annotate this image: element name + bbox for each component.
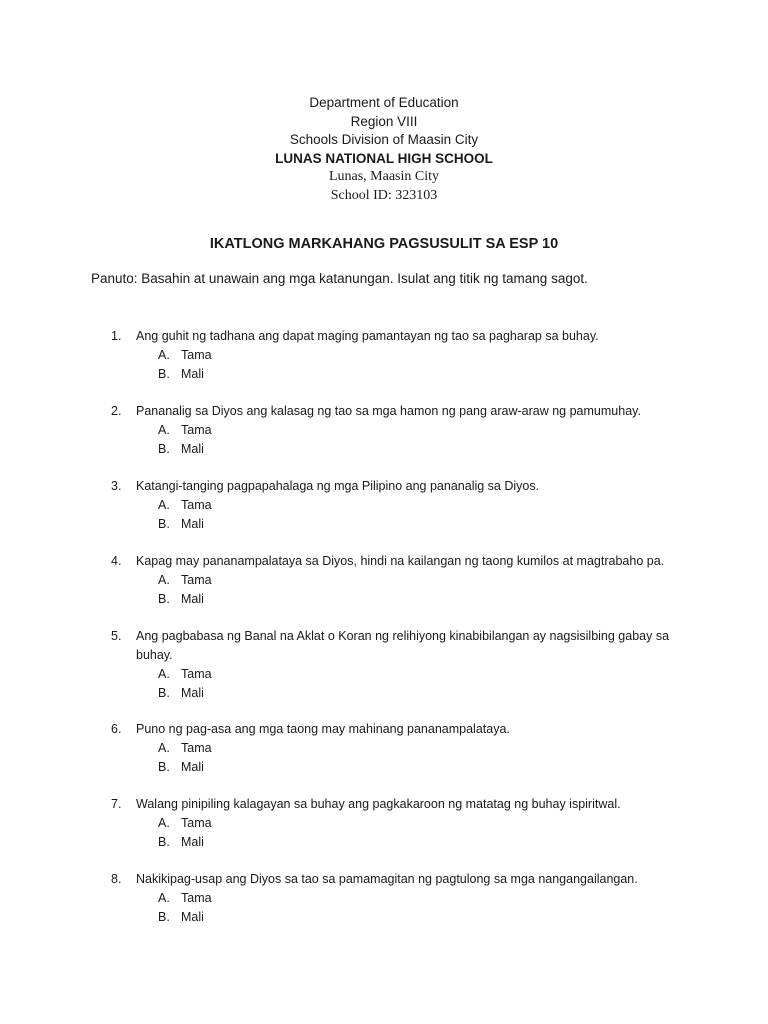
choice-text: Tama [181, 667, 212, 681]
question-number: 3. [111, 479, 122, 493]
school-header [0, 94, 768, 205]
choice-text: Tama [181, 741, 212, 755]
choice-letter: B. [158, 835, 170, 849]
question-number: 7. [111, 797, 122, 811]
school-name: LUNAS NATIONAL HIGH SCHOOL [275, 150, 493, 166]
choice-letter: B. [158, 592, 170, 606]
choice-letter: B. [158, 517, 170, 531]
question-text: Pananalig sa Diyos ang kalasag ng tao sa mga hamon ng pang araw-araw ng pamumuhay. [136, 404, 641, 418]
question-number: 2. [111, 404, 122, 418]
choice-text: Mali [181, 517, 204, 531]
question-text: Nakikipag-usap ang Diyos sa tao sa pamamagitan ng pagtulong sa mga nangangailangan. [136, 872, 638, 886]
question-text: Puno ng pag-asa ang mga taong may mahinang pananampalataya. [136, 722, 510, 736]
choice-letter: A. [158, 573, 170, 587]
question-number: 5. [111, 629, 122, 643]
choice-letter: A. [158, 741, 170, 755]
choice-letter: A. [158, 891, 170, 905]
choice-text: Mali [181, 592, 204, 606]
question-number: 4. [111, 554, 122, 568]
choice-text: Mali [181, 367, 204, 381]
choice-letter: B. [158, 367, 170, 381]
choice-text: Tama [181, 423, 212, 437]
choice-text: Tama [181, 573, 212, 587]
choice-letter: A. [158, 816, 170, 830]
question-text: Kapag may pananampalataya sa Diyos, hindi na kailangan ng taong kumilos at magtrabaho pa. [136, 554, 665, 568]
choice-text: Mali [181, 910, 204, 924]
division-name: Schools Division of Maasin City [289, 132, 479, 147]
choice-text: Mali [181, 686, 204, 700]
question-number: 8. [111, 872, 122, 886]
choice-text: Mali [181, 835, 204, 849]
question-number: 1. [111, 329, 122, 343]
choice-text: Tama [181, 498, 212, 512]
question-text: Ang guhit ng tadhana ang dapat maging pamantayan ng tao sa pagharap sa buhay. [136, 329, 599, 343]
choice-letter: B. [158, 686, 170, 700]
school-id: School ID: 323103 [330, 187, 438, 203]
choice-text: Mali [181, 442, 204, 456]
question-number: 6. [111, 722, 122, 736]
department-name: Department of Education [309, 95, 459, 110]
school-address: Lunas, Maasin City [328, 169, 440, 184]
region-name: Region VIII [350, 113, 418, 129]
choice-letter: A. [158, 348, 170, 362]
question-text: Walang pinipiling kalagayan sa buhay ang pagkakaroon ng matatag ng buhay ispiritwal. [136, 797, 621, 811]
question-text: Ang pagbabasa ng Banal na Aklat o Koran ng relihiyong kinabibilangan ay nagsisilbing gabay sa buhay. [136, 629, 670, 662]
instructions: Panuto: Basahin at unawain ang mga katanungan. Isulat ang titik ng tamang sagot. [91, 271, 588, 286]
choice-text: Tama [181, 891, 212, 905]
choice-letter: B. [158, 910, 170, 924]
choice-letter: B. [158, 760, 170, 774]
choice-letter: A. [158, 423, 170, 437]
choice-letter: A. [158, 498, 170, 512]
choice-text: Tama [181, 816, 212, 830]
exam-title: IKATLONG MARKAHANG PAGSUSULIT SA ESP 10 [209, 236, 559, 252]
choice-text: Mali [181, 760, 204, 774]
choice-letter: A. [158, 667, 170, 681]
choice-text: Tama [181, 348, 212, 362]
choice-letter: B. [158, 442, 170, 456]
question-text: Katangi-tanging pagpapahalaga ng mga Pilipino ang pananalig sa Diyos. [136, 479, 540, 493]
